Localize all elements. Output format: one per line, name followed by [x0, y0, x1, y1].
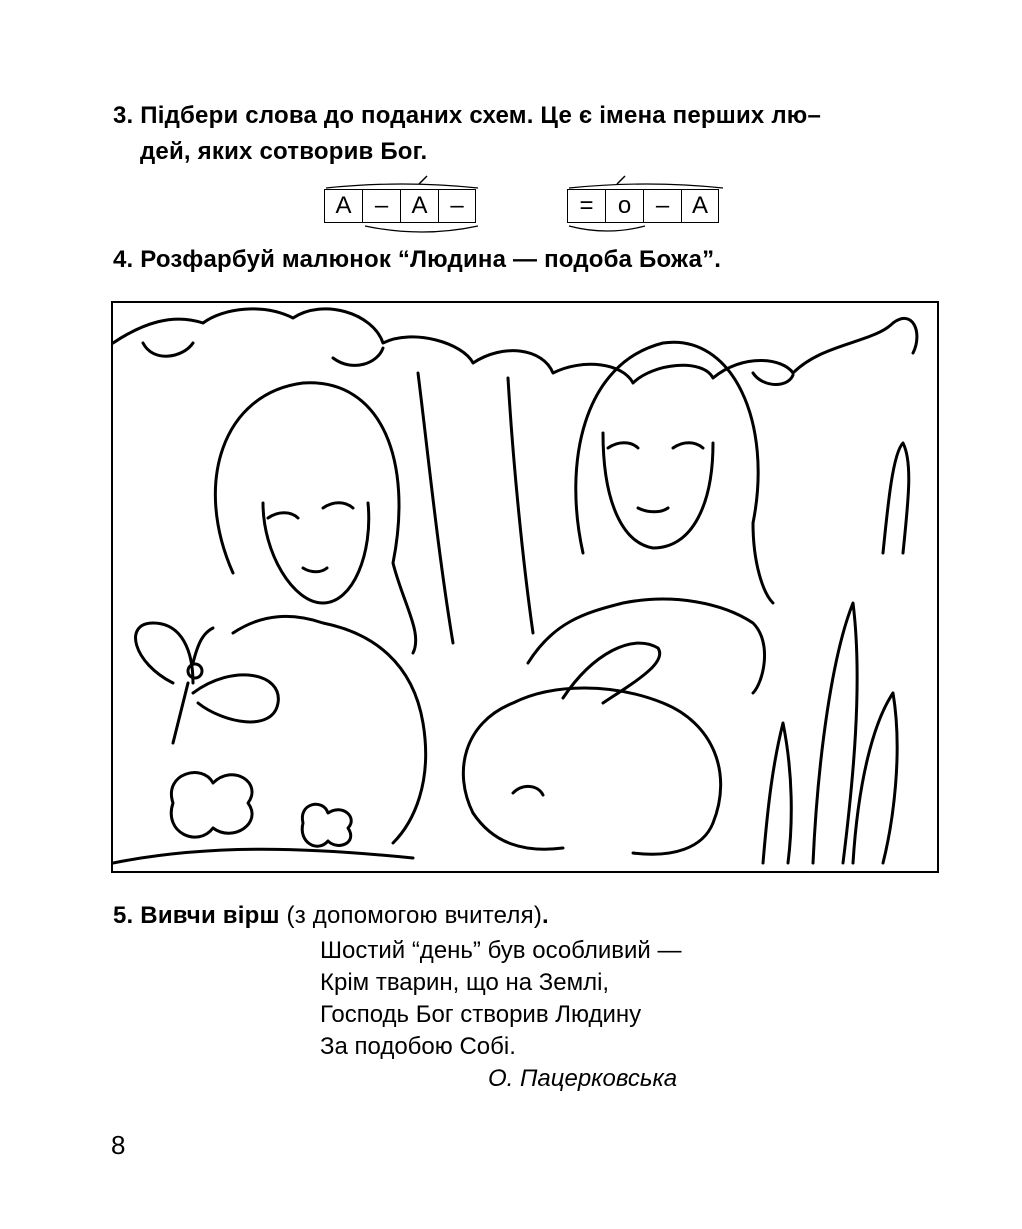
- man-left-eye: [608, 443, 638, 448]
- reed-leaf-1: [813, 603, 857, 863]
- reed-stem-1: [883, 443, 909, 553]
- coloring-picture: [111, 301, 939, 873]
- butterfly-head: [188, 664, 202, 678]
- rabbit-head: [473, 813, 563, 849]
- man-face: [603, 433, 713, 548]
- task-5-period: .: [542, 902, 549, 929]
- task-3-line-1: 3. Підбери слова до поданих схем. Це є імена перших лю–: [113, 102, 822, 129]
- tree-canopy-curl-2: [333, 348, 383, 365]
- flower-left: [171, 773, 252, 838]
- woman-face: [263, 503, 369, 603]
- scheme-2-arc-top: [569, 184, 723, 188]
- poem-line-1: Шостий “день” був особливий —: [320, 937, 682, 964]
- man-right-eye: [673, 443, 703, 448]
- task-4-instruction: 4. Розфарбуй малюнок “Людина — подоба Божа”.: [113, 246, 722, 273]
- poem-author: О. Пацерковська: [488, 1065, 678, 1092]
- scheme-2-arc-bottom: [569, 226, 645, 231]
- butterfly-lower-wing: [193, 675, 278, 722]
- task-3-line-2: дей, яких сотворив Бог.: [140, 138, 428, 165]
- rabbit-eye: [513, 786, 543, 795]
- woman-right-eye: [323, 503, 353, 508]
- scheme-2-cell-1: =: [567, 189, 605, 223]
- poem-line-3: Господь Бог створив Людину: [320, 1001, 642, 1028]
- scheme-1-cell-2: –: [362, 189, 400, 223]
- rabbit-body: [463, 688, 720, 854]
- scheme-2-marks: [567, 172, 729, 242]
- tree-trunk-right: [508, 378, 533, 633]
- woman-shoulders: [233, 616, 426, 843]
- scheme-2-cell-4: А: [681, 189, 719, 223]
- woman-mouth: [303, 568, 327, 572]
- scheme-1-arc-bottom: [365, 226, 478, 232]
- butterfly-body: [173, 683, 188, 743]
- tree-trunk-left: [418, 373, 453, 643]
- coloring-line-art: [113, 303, 937, 871]
- tree-canopy-curl-3: [753, 373, 793, 385]
- woman-hair: [215, 383, 415, 653]
- task-3-instruction: [113, 98, 943, 170]
- woman-left-eye: [268, 513, 298, 518]
- page-number: 8: [111, 1130, 126, 1160]
- scheme-1-cell-1: А: [324, 189, 362, 223]
- butterfly-antenna-1: [193, 628, 213, 663]
- tree-canopy-outline: [113, 309, 917, 383]
- rabbit-ear: [563, 643, 660, 703]
- poem-line-2: Крім тварин, що на Землі,: [320, 969, 610, 996]
- scheme-1-cell-4: –: [438, 189, 476, 223]
- task-5-instruction: [113, 898, 549, 934]
- tree-canopy-curl-1: [143, 343, 193, 356]
- task-5-bold-text: 5. Вивчи вірш: [113, 902, 280, 929]
- reed-leaf-2: [853, 693, 897, 863]
- scheme-2-stress-mark: [617, 176, 625, 184]
- man-mouth: [638, 508, 668, 512]
- man-shoulders: [528, 599, 765, 693]
- ground-line: [113, 849, 413, 863]
- butterfly-upper-wing: [136, 623, 193, 683]
- flower-small: [302, 804, 351, 846]
- scheme-1-marks: [324, 172, 484, 242]
- poem: [320, 935, 682, 1095]
- scheme-2-cell-2: о: [605, 189, 643, 223]
- reed-leaf-3: [763, 723, 791, 863]
- scheme-1-arc-top: [326, 184, 478, 188]
- poem-line-4: За подобою Собі.: [320, 1033, 516, 1060]
- scheme-2-cell-3: –: [643, 189, 681, 223]
- scheme-1-cell-3: А: [400, 189, 438, 223]
- task-5-plain-text: (з допомогою вчителя): [279, 902, 543, 929]
- scheme-1-stress-mark: [419, 176, 427, 184]
